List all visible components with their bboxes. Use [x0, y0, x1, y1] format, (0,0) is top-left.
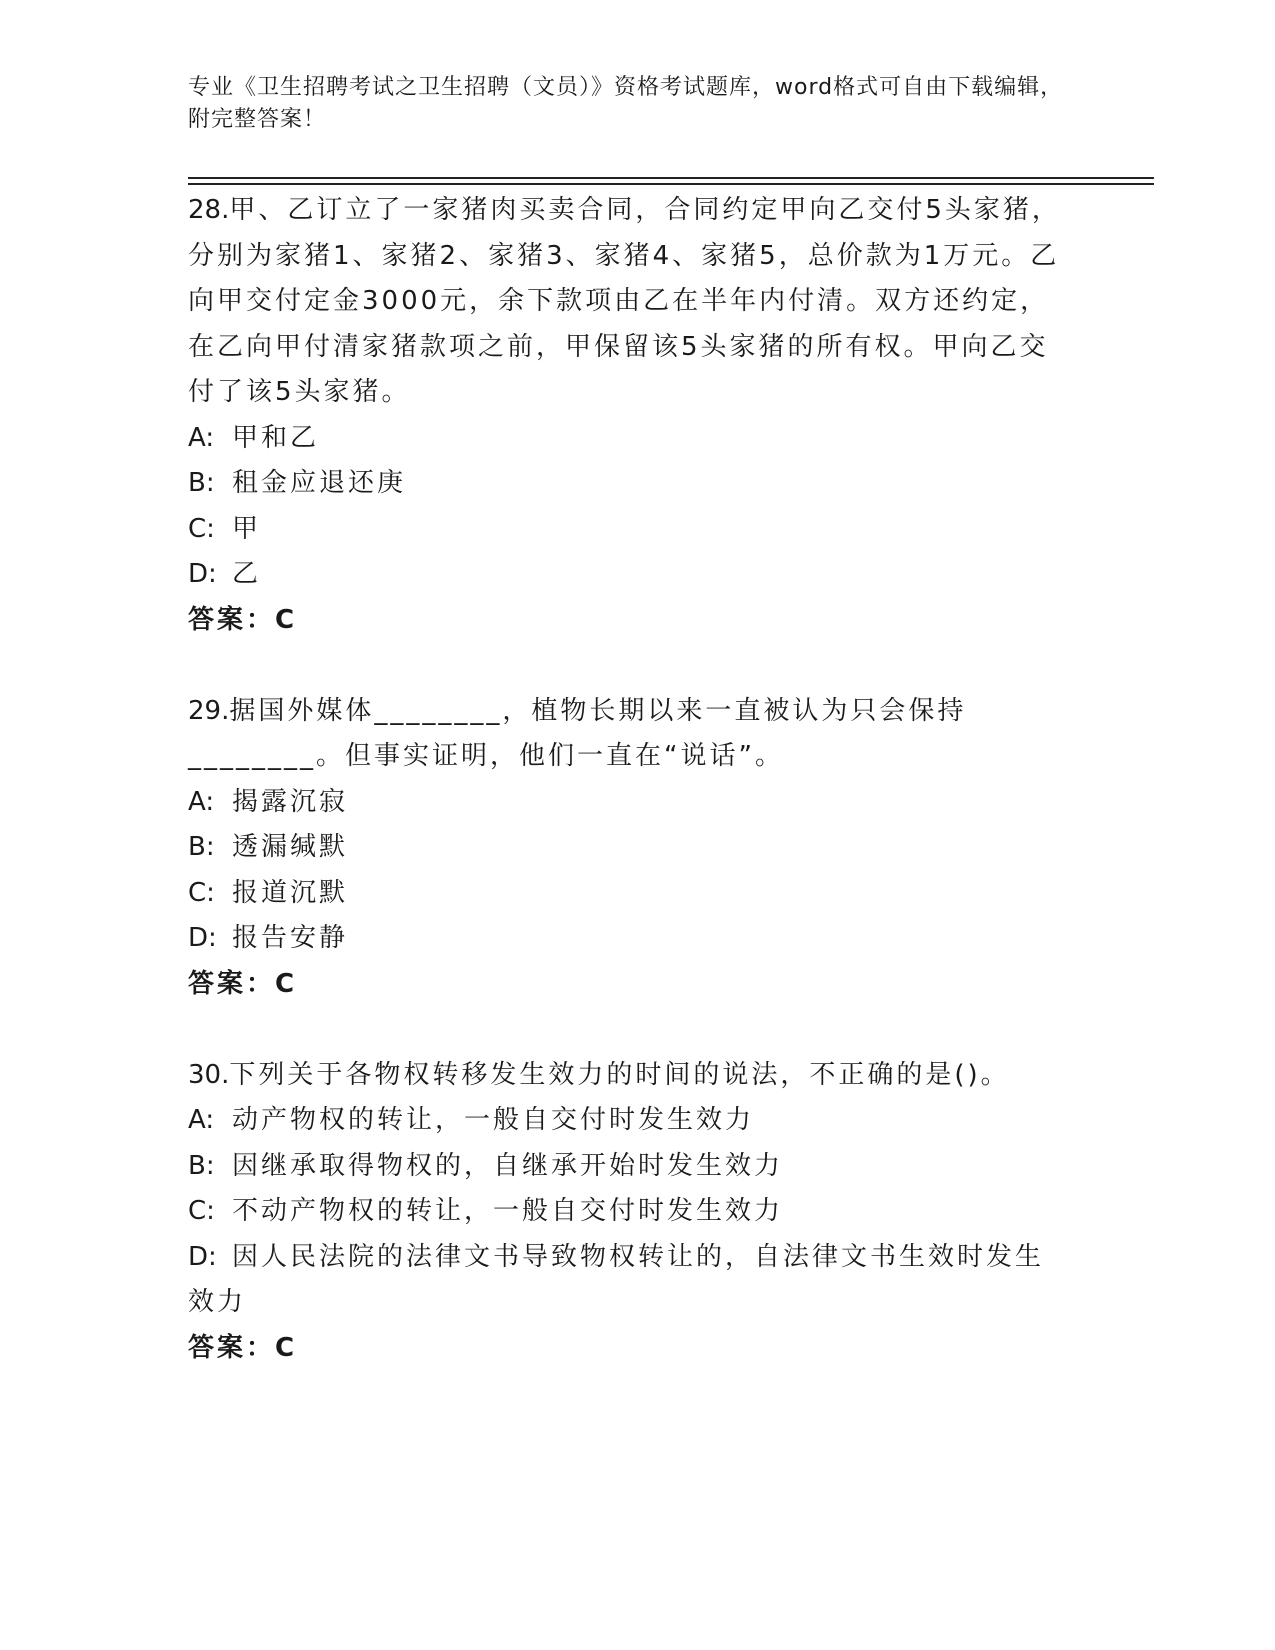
header-divider-bottom — [188, 183, 1154, 185]
option-key: B: — [188, 832, 215, 862]
question-spacer — [188, 643, 1068, 689]
option-key: C: — [188, 513, 215, 544]
option-key: D: — [188, 923, 217, 953]
question-text: 下列关于各物权转移发生效力的时间的说法，不正确的是()。 — [229, 1059, 1010, 1090]
option-d — [188, 916, 1068, 962]
option-key: D: — [188, 1241, 217, 1272]
option-b — [188, 1144, 1068, 1190]
question-number: 28. — [188, 195, 230, 225]
question-29 — [188, 689, 1068, 1008]
option-c — [188, 507, 1068, 553]
option-key: A: — [188, 1105, 215, 1135]
option-text: 不动产物权的转让，一般自交付时发生效力 — [232, 1196, 784, 1226]
document-header: 专业《卫生招聘考试之卫生招聘（文员）》资格考试题库，word格式可自由下载编辑，附完整答案！ — [188, 75, 1064, 132]
option-key: D: — [188, 559, 217, 589]
option-a — [188, 416, 1068, 462]
answer-line — [188, 962, 1068, 1008]
option-text: 因继承取得物权的，自继承开始时发生效力 — [232, 1150, 784, 1181]
option-key: C: — [188, 877, 215, 908]
option-key: B: — [188, 468, 215, 498]
option-key: A: — [188, 786, 215, 817]
question-list — [188, 188, 1068, 1371]
question-30 — [188, 1053, 1068, 1372]
answer-label: 答案： — [188, 1332, 276, 1363]
answer-label: 答案： — [188, 604, 276, 635]
option-d — [188, 1235, 1068, 1326]
option-key: A: — [188, 422, 215, 453]
option-c — [188, 871, 1068, 917]
option-text: 甲 — [232, 513, 262, 544]
question-spacer — [188, 1007, 1068, 1053]
answer-value: C — [275, 604, 298, 635]
option-a — [188, 1098, 1068, 1144]
option-text: 透漏缄默 — [232, 832, 349, 862]
option-a — [188, 780, 1068, 826]
option-d — [188, 552, 1068, 598]
question-stem — [188, 1053, 1068, 1099]
option-text: 报道沉默 — [232, 877, 349, 908]
question-stem — [188, 689, 1068, 780]
question-number: 29. — [188, 695, 230, 726]
question-number: 30. — [188, 1059, 230, 1090]
option-text: 租金应退还庚 — [232, 468, 407, 498]
option-b — [188, 461, 1068, 507]
option-key: C: — [188, 1196, 215, 1226]
question-text: 甲、乙订立了一家猪肉买卖合同，合同约定甲向乙交付5头家猪，分别为家猪1、家猪2、家猪3、家猪4、家猪5，总价款为1万元。乙向甲交付定金3000元，余下款项由乙在半年内付清。双方还约定，在乙向甲付清家猪款项之前，甲保留该5头家猪的所有权。甲向乙交付了该5头家猪。 — [188, 195, 1061, 407]
question-text: 据国外媒体________，植物长期以来一直被认为只会保持________。但事实证明，他们一直在“说话”。 — [188, 695, 967, 771]
question-stem — [188, 188, 1068, 416]
option-text: 因人民法院的法律文书导致物权转让的，自法律文书生效时发生效力 — [188, 1241, 1045, 1317]
option-text: 报告安静 — [232, 923, 349, 953]
option-key: B: — [188, 1150, 215, 1181]
option-text: 动产物权的转让，一般自交付时发生效力 — [232, 1105, 755, 1135]
question-28 — [188, 188, 1068, 643]
option-c — [188, 1189, 1068, 1235]
answer-value: C — [275, 1332, 298, 1363]
option-text: 甲和乙 — [232, 422, 320, 453]
option-text: 乙 — [232, 559, 262, 589]
answer-value: C — [275, 968, 298, 999]
header-divider-top — [188, 177, 1154, 179]
answer-label: 答案： — [188, 968, 276, 999]
option-text: 揭露沉寂 — [232, 786, 349, 817]
answer-line — [188, 1326, 1068, 1372]
option-b — [188, 825, 1068, 871]
answer-line — [188, 598, 1068, 644]
